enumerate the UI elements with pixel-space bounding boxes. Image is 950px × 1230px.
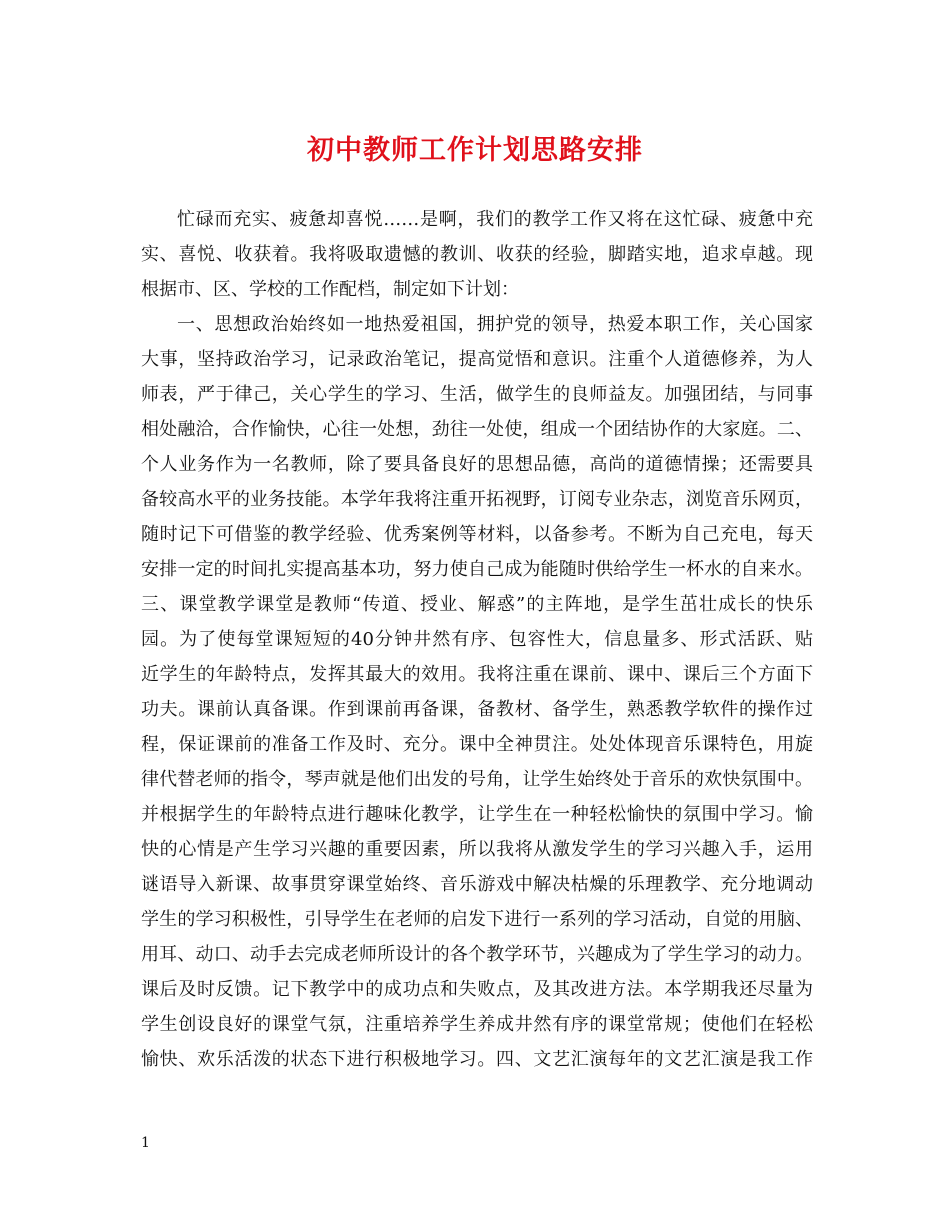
text-line: [141, 902, 813, 937]
text-line-content: 学生的学习积极性，引导学生在老师的启发下进行一系列的学习活动，自觉的用脑、: [141, 909, 813, 930]
text-line-content: 用耳、动口、动手去完成老师所设计的各个教学环节，兴趣成为了学生学习的动力。: [141, 944, 813, 965]
text-line-content: 一、思想政治始终如一地热爱祖国，拥护党的领导，热爱本职工作，关心国家: [177, 314, 813, 335]
page-number: 1: [141, 1135, 150, 1151]
text-line: [141, 937, 813, 972]
text-line-content: 大事，坚持政治学习，记录政治笔记，提高觉悟和意识。注重个人道德修养，为人: [141, 349, 813, 370]
text-line-content: 谜语导入新课、故事贯穿课堂始终、音乐游戏中解决枯燥的乐理教学、充分地调动: [141, 874, 813, 895]
text-line-content: 园。为了使每堂课短短的40分钟井然有序、包容性大，信息量多、形式活跃、贴: [141, 629, 813, 650]
text-line-content: 律代替老师的指令，琴声就是他们出发的号角，让学生始终处于音乐的欢快氛围中。: [141, 769, 813, 790]
text-line: [141, 587, 813, 622]
text-line: [141, 237, 813, 272]
text-line-content: 近学生的年龄特点，发挥其最大的效用。我将注重在课前、课中、课后三个方面下: [141, 664, 813, 685]
text-line-content: 并根据学生的年龄特点进行趣味化教学，让学生在一种轻松愉快的氛围中学习。愉: [141, 804, 813, 825]
text-line: [141, 447, 813, 482]
text-line-content: 个人业务作为一名教师，除了要具备良好的思想品德，高尚的道德情操；还需要具: [141, 454, 813, 475]
text-line: [141, 517, 813, 552]
document-title: 初中教师工作计划思路安排: [307, 135, 643, 166]
text-line: [141, 342, 813, 377]
text-line-content: 三、课堂教学课堂是教师“传道、授业、解惑”的主阵地，是学生茁壮成长的快乐: [141, 594, 813, 615]
text-line: [141, 692, 813, 727]
text-line: [141, 412, 813, 447]
text-line-content: 功夫。课前认真备课。作到课前再备课，备教材、备学生，熟悉教学软件的操作过: [141, 699, 813, 720]
text-line: [141, 377, 813, 412]
text-line: [141, 762, 813, 797]
text-line: [141, 867, 813, 902]
text-line: [141, 832, 813, 867]
text-line-content: 根据市、区、学校的工作配档，制定如下计划：: [141, 279, 519, 300]
text-line: [141, 482, 813, 517]
text-line-content: 备较高水平的业务技能。本学年我将注重开拓视野，订阅专业杂志，浏览音乐网页，: [141, 489, 813, 510]
text-line: [141, 727, 813, 762]
text-line-content: 程，保证课前的准备工作及时、充分。课中全神贯注。处处体现音乐课特色，用旋: [141, 734, 813, 755]
text-line-content: 学生创设良好的课堂气氛，注重培养学生养成井然有序的课堂常规；使他们在轻松: [141, 1014, 813, 1035]
text-line: [141, 272, 813, 307]
text-line-content: 随时记下可借鉴的教学经验、优秀案例等材料，以备参考。不断为自己充电，每天: [141, 524, 813, 545]
text-line-content: 实、喜悦、收获着。我将吸取遗憾的教训、收获的经验，脚踏实地，追求卓越。现: [141, 244, 813, 265]
text-line: [141, 657, 813, 692]
text-line: [141, 1042, 813, 1077]
text-line: [141, 797, 813, 832]
text-line: [141, 552, 813, 587]
text-line-content: 师表，严于律己，关心学生的学习、生活，做学生的良师益友。加强团结，与同事: [141, 384, 813, 405]
text-line-content: 快的心情是产生学习兴趣的重要因素，所以我将从激发学生的学习兴趣入手，运用: [141, 839, 813, 860]
text-line-content: 忙碌而充实、疲惫却喜悦……是啊，我们的教学工作又将在这忙碌、疲惫中充: [177, 209, 813, 230]
text-line-content: 相处融洽，合作愉快，心往一处想，劲往一处使，组成一个团结协作的大家庭。二、: [141, 419, 813, 440]
text-line-content: 课后及时反馈。记下教学中的成功点和失败点，及其改进方法。本学期我还尽量为: [141, 979, 813, 1000]
text-line: [141, 1007, 813, 1042]
text-line: [141, 307, 813, 342]
document-body: [141, 202, 813, 1077]
text-line: [141, 622, 813, 657]
text-line-content: 愉快、欢乐活泼的状态下进行积极地学习。四、文艺汇演每年的文艺汇演是我工作: [141, 1049, 813, 1070]
text-line: [141, 972, 813, 1007]
text-line: [141, 202, 813, 237]
text-line-content: 安排一定的时间扎实提高基本功，努力使自己成为能随时供给学生一杯水的自来水。: [141, 559, 813, 580]
